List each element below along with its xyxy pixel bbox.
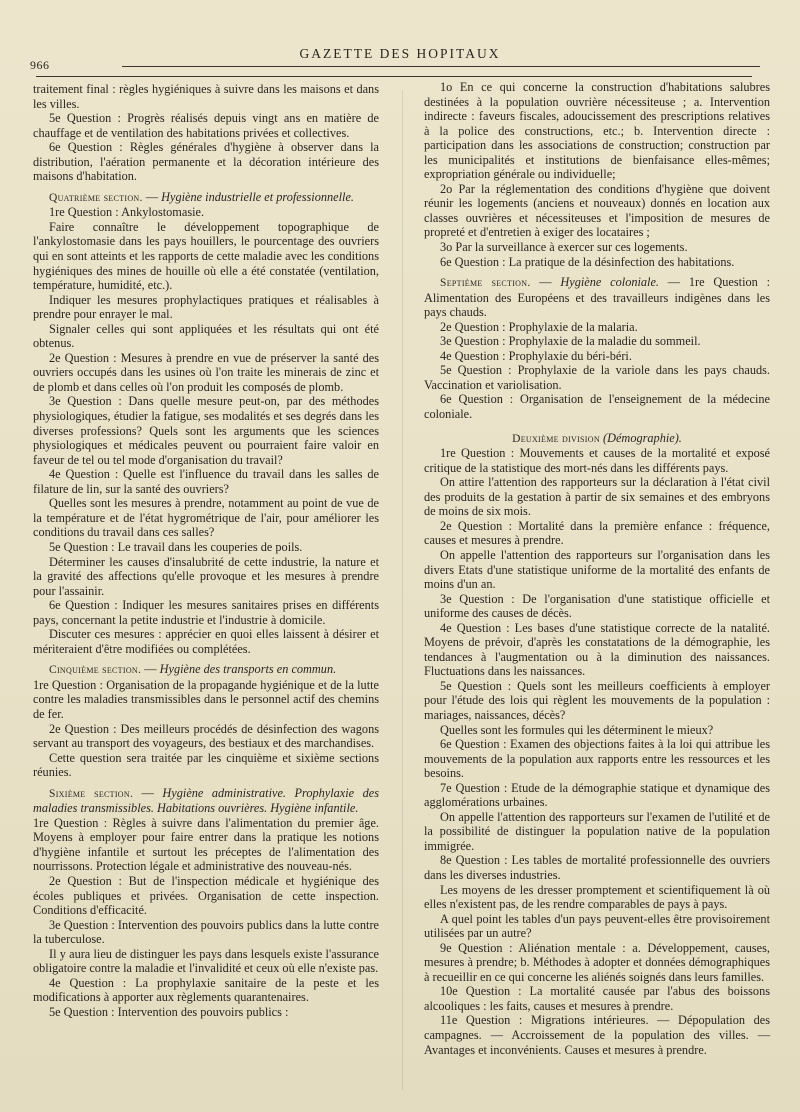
paragraph: 4e Question : Prophylaxie du béri-béri. xyxy=(440,348,632,363)
page-number: 966 xyxy=(30,58,50,72)
paragraph: On appelle l'attention des rapporteurs sur l'examen de l'utilité et de la possibilité de distinguer la population native de la population immigrée. xyxy=(424,809,770,853)
journal-title: GAZETTE DES HOPITAUX xyxy=(299,46,501,61)
section-dash: — xyxy=(530,275,561,290)
section-title: Hygiène coloniale. xyxy=(560,275,659,290)
paragraph: On appelle l'attention des rapporteurs sur l'organisation dans les divers Etats d'une statistique uniforme de la mortalité des enfants de moins d'un an. xyxy=(424,547,770,592)
paragraph: 5e Question : Prophylaxie de la variole dans les pays chauds. Vaccination et variolisation. xyxy=(424,363,770,392)
paragraph: 5e Question : Progrès réalisés depuis vingt ans en matière de chauffage et de ventilation des habitations privées et collectives. xyxy=(33,111,379,140)
paragraph: 1o En ce qui concerne la construction d'habitations salubres destinées à la population ouvrière nécessiteuse ; a. Intervention indirecte : faveurs fiscales, adoucissement des prescriptions relatives à la police des constructions, etc.; b. Intervention directe : participation dans les associations de construction; construction par les municipalités et institutions de bienfaisance elles-mêmes; expropriation générale ou individuelle; xyxy=(424,80,770,182)
section-heading xyxy=(424,275,770,320)
paragraph: Il y aura lieu de distinguer les pays dans lesquels existe l'assurance obligatoire contre la maladie et l'invalidité et ceux où elle n'existe pas. xyxy=(33,946,379,976)
paragraph: 2e Question : But de l'inspection médicale et hygiénique des écoles publiques et privées. Organisation de cette inspection. Conditions d'efficacité. xyxy=(33,873,379,918)
paragraph: 6e Question : Organisation de l'enseignement de la médecine coloniale. xyxy=(424,392,770,422)
section-heading xyxy=(33,662,379,678)
paragraph: 6e Question : Examen des objections faites à la loi qui attribue les mouvements de la population aux rapports entre les ressources et les besoins. xyxy=(424,737,770,781)
paragraph: 1re Question : Organisation de la propagande hygiénique et de la lutte contre les maladies transmissibles dans le personnel actif des chemins de fer. xyxy=(33,677,379,721)
paragraph: 3e Question : Dans quelle mesure peut-on, par des méthodes physiologiques, étudier la fatigue, ses modalités et ses degrés dans les diverses professions? Quels sont les arguments que les sciences physiologiques et médicales peuvent ou pourraient faire valoir en faveur de tel ou tel mode d'organisation du travail? xyxy=(33,394,379,467)
paragraph: Signaler celles qui sont appliquées et les résultats qui ont été obtenus. xyxy=(33,321,379,351)
paragraph: 9e Question : Aliénation mentale : a. Développement, causes, mesures à prendre; b. Méthodes à adopter et données démographiques à recueillir en ce qui concerne les aliénés soignés dans leurs familles. xyxy=(424,940,770,984)
paragraph: 1re Question : Règles à suivre dans l'alimentation du premier âge. Moyens à employer pour faire entrer dans la pratique les notions d'hygiène infantile et surtout les préceptes de l'alimentation des nourrissons. Protection légale et administrative des nouveau-nés. xyxy=(33,815,379,874)
section-dash: — xyxy=(141,662,160,677)
paragraph: 1re Question : Ankylostomasie. xyxy=(49,205,205,220)
section-label: Quatrième section. xyxy=(49,191,143,204)
section-label: Sixième section. xyxy=(49,787,134,800)
paragraph: 3o Par la surveillance à exercer sur ces logements. xyxy=(440,240,688,255)
paragraph: 11e Question : Migrations intérieures. — Dépopulation des campagnes. — Accroissement de la population des villes. — Avantages et inconvénients. Causes et mesures à prendre. xyxy=(424,1013,770,1057)
paragraph: Cette question sera traitée par les cinquième et sixième sections réunies. xyxy=(33,750,379,780)
section-text: 1re Question : Alimentation des Européens et des travailleurs indigènes dans les pays chauds. xyxy=(424,275,770,320)
paragraph: 3e Question : Prophylaxie de la maladie du sommeil. xyxy=(440,334,701,349)
section-heading xyxy=(33,786,379,816)
paragraph: 5e Question : Le travail dans les couperies de poils. xyxy=(49,539,303,554)
section-title: Hygiène administrative. Prophylaxie des maladies transmissibles. Habitations ouvrières. Hygiène infantile. xyxy=(33,785,380,816)
paragraph: 6e Question : Indiquer les mesures sanitaires prises en différents pays, concernant la petite industrie et l'industrie à domicile. xyxy=(33,598,379,627)
paragraph: 5e Question : Quels sont les meilleurs coefficients à employer pour l'étude des lois qui règlent les mouvements de la population : mariages, naissances, décès? xyxy=(424,678,770,722)
section-dash: — xyxy=(133,785,163,800)
section-label: Septième section. xyxy=(440,277,531,290)
paragraph: 10e Question : La mortalité causée par l'abus des boissons alcooliques : les faits, causes et mesures à prendre. xyxy=(424,984,770,1013)
right-column xyxy=(424,80,770,1057)
paragraph: Déterminer les causes d'insalubrité de cette industrie, la nature et la gravité des affections qu'elle provoque et les mesures à prendre pour l'assainir. xyxy=(33,554,379,598)
header-rule-lower xyxy=(36,76,752,77)
paragraph: 2e Question : Mesures à prendre en vue de préserver la santé des ouvriers occupés dans les usines où l'on traite les minerais de zinc et de plomb et dans celles où l'on produit les composés de plomb. xyxy=(33,350,379,394)
paragraph: 3e Question : Intervention des pouvoirs publics dans la lutte contre la tuberculose. xyxy=(33,917,379,947)
paragraph: Quelles sont les mesures à prendre, notamment au point de vue de la température et de l'état hygrométrique de l'air, pour améliorer les conditions du travail dans ces salles? xyxy=(33,496,379,540)
paragraph: 4e Question : Quelle est l'influence du travail dans les salles de filature de lin, sur la santé des ouvriers? xyxy=(33,467,379,496)
division-title: (Démographie). xyxy=(603,430,682,445)
paragraph: 2e Question : Des meilleurs procédés de désinfection des wagons servant au transport des voyageurs, des bestiaux et des marchandises. xyxy=(33,721,379,751)
paragraph: 2e Question : Prophylaxie de la malaria. xyxy=(440,319,638,334)
division-heading xyxy=(424,431,770,447)
section-title: Hygiène industrielle et professionnelle. xyxy=(161,189,354,204)
paragraph: 8e Question : Les tables de mortalité professionnelle des ouvriers dans les diverses industries. xyxy=(424,853,770,882)
column-divider xyxy=(402,90,403,1090)
paragraph: 5e Question : Intervention des pouvoirs publics : xyxy=(49,1004,289,1019)
paragraph: 3e Question : De l'organisation d'une statistique officielle et uniforme des causes de décès. xyxy=(424,591,770,621)
paragraph: Les moyens de les dresser promptement et scientifiquement là où elles n'existent pas, de les rendre comparables de pays à pays. xyxy=(424,882,770,912)
paragraph: Indiquer les mesures prophylactiques pratiques et réalisables à prendre pour enrayer le mal. xyxy=(33,292,379,322)
section-dash: — xyxy=(659,275,681,290)
paragraph: 7e Question : Etude de la démographie statique et dynamique des agglomérations urbaines. xyxy=(424,780,770,810)
paragraph: On attire l'attention des rapporteurs sur la déclaration à l'état civil des produits de la gestation à partir de six semaines et des embryons de moins de six mois. xyxy=(424,475,770,519)
paragraph: 2e Question : Mortalité dans la première enfance : fréquence, causes et mesures à prendre. xyxy=(424,518,770,548)
paragraph: 4e Question : Les bases d'une statistique correcte de la natalité. Moyens de prévoir, d'après les constatations de la démographie, les tendances à l'augmentation ou à la diminution des naissances. Fluctuations dans les naissances. xyxy=(424,620,770,679)
paragraph: 6e Question : Règles générales d'hygiène à observer dans la distribution, l'aération permanente et la décoration intérieure des maisons d'habitation. xyxy=(33,140,379,184)
section-dash: — xyxy=(142,189,162,204)
division-label: Deuxième division xyxy=(512,432,600,445)
left-column xyxy=(33,82,379,1019)
section-title: Hygiène des transports en commun. xyxy=(159,662,337,677)
paragraph: 4e Question : La prophylaxie sanitaire de la peste et les modifications à apporter aux règlements quarantenaires. xyxy=(33,975,379,1005)
section-heading xyxy=(33,190,379,206)
section-label: Cinquième section. xyxy=(49,664,142,677)
header-rule xyxy=(122,66,760,67)
paragraph: A quel point les tables d'un pays peuvent-elles être provisoirement utilisées par un autre? xyxy=(424,911,770,941)
paragraph: 6e Question : La pratique de la désinfection des habitations. xyxy=(440,254,735,269)
paragraph: traitement final : règles hygiéniques à suivre dans les maisons et dans les villes. xyxy=(33,82,379,111)
paragraph: Quelles sont les formules qui les déterminent le mieux? xyxy=(440,722,714,737)
paragraph: Discuter ces mesures : apprécier en quoi elles laissent à désirer et mériteraient d'être modifiées ou complétées. xyxy=(33,627,379,656)
paragraph: Faire connaître le développement topographique de l'ankylostomasie dans les pays houillers, le pourcentage des ouvriers qui en sont atteints et les rapports de cette maladie avec les conditions hygiéniques des mines de houille où elle a été constatée (ventilation, température, humidité, etc.). xyxy=(33,219,379,293)
page-header xyxy=(30,46,770,76)
paragraph: 2o Par la réglementation des conditions d'hygiène que doivent réunir les logements (anciens et nouveaux) donnés en location aux classes ouvrières et nécessiteuses et l'imposition de mesures de propreté et d'entretien à exiger des locataires ; xyxy=(424,181,770,240)
paragraph: 1re Question : Mouvements et causes de la mortalité et exposé critique de la statistique des mort-nés dans les différents pays. xyxy=(424,446,770,475)
